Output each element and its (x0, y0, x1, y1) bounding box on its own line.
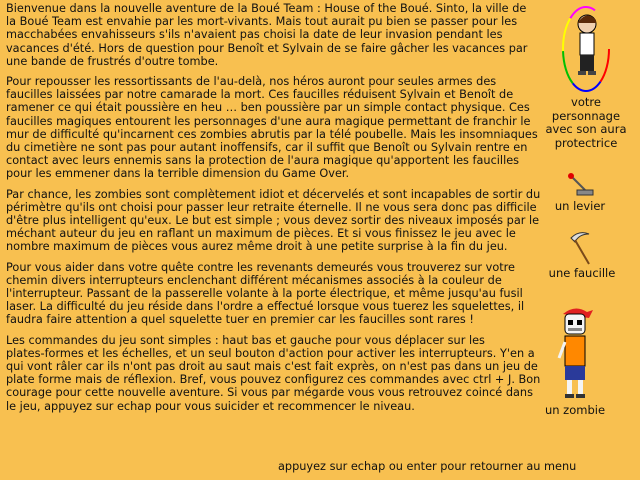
lever-icon (565, 172, 595, 198)
lever-label: un levier (554, 199, 606, 213)
text-line: périmètre qu'ils ont choisi pour passer leur retraite éternelle. Il ne vous sera donc pas difficile (6, 200, 537, 214)
paragraph-goal (6, 187, 541, 254)
text-line: contact avec leurs ennemis sans la protection de l'aura magique qu'apportent les faucilles (6, 154, 520, 168)
aura-label-line: personnage (551, 108, 621, 123)
aura-label-line: avec son aura (545, 122, 627, 136)
text-line: l'interrupteur. Passant de la passerelle volante à la porte électrique, et même jusqu'au fusil (6, 287, 523, 301)
legend-aura (540, 4, 632, 150)
aura-character-icon (560, 4, 612, 94)
text-line: courage pour cette nouvelle aventure. Si vous par mégarde vous vous retrouvez coincé dans (6, 386, 533, 400)
paragraph-weapons (6, 75, 538, 181)
text-line: Pour vous aider dans votre quête contre les revenants demeurés vous trouverez sur votre (6, 260, 516, 274)
text-line: faucilles magiques entourent les personnages d'une aura magique permettant de franchir le (6, 114, 531, 128)
text-line: ramener ce qui était poussière en heu … ben poussière par un simple contact physique. Ces (6, 101, 530, 115)
text-line: la Boué Team est envahie par les mort-vivants. Mais tout aurait pu bien se passer pour les (6, 15, 518, 29)
story-text (6, 2, 541, 420)
text-line: mur de difficulté qu'incarnent ces zombies abrutis par la télé poubelle. Mais les insomniaques (6, 127, 538, 141)
text-line: nombre maximum de pièces vous aurez même droit à une petite surprise à la fin du jeu. (6, 240, 508, 254)
legend-zombie (540, 306, 610, 418)
sickle-icon (567, 230, 597, 266)
text-line: plate forme mais de réflexion. Bref, vous pouvez configurez ces commandes avec ctrl + J. Bon (6, 373, 541, 387)
text-line: macchabées envahisseurs s'ils n'avaient pas choisi la date de leur invasion pendant les (6, 28, 503, 42)
return-to-menu-hint: appuyez sur echap ou enter pour retourner au menu (278, 460, 577, 473)
paragraph-intro (6, 2, 534, 68)
text-line: vacances d'été. Hors de question pour Benoît et Sylvain de se faire gâcher les vacances par (6, 41, 528, 55)
legend-sickle (540, 230, 624, 281)
text-line: Par chance, les zombies sont complètement idiot et décervelés et sont incapables de sortir du (6, 187, 541, 201)
text-line: le jeu, appuyez sur echap pour vous suicider et recommencer le niveau. (6, 399, 415, 413)
text-line: méchant auteur du jeu en raflant un maximum de pièces. Et si vous finissez le jeu avec le (6, 227, 516, 241)
zombie-icon (553, 306, 597, 402)
text-line: plates-formes et les échelles, et un seul bouton d'action pour activer les interrupteurs. Y'en a (6, 346, 535, 360)
sickle-label: une faucille (548, 266, 616, 280)
text-line: d'être plus intelligent qu'eux. Le but est simple ; vous devez sortir des niveaux imposés par le (6, 214, 540, 228)
text-line: laser. La difficulté du jeu réside dans l'ordre a effectué lorsque vous tuerez les squelettes, il (6, 300, 525, 314)
aura-label (540, 96, 632, 150)
zombie-label: un zombie (544, 403, 606, 417)
text-line: Les commandes du jeu sont simples : haut bas et gauche pour vous déplacer sur les (6, 333, 485, 347)
text-line: pour les emmener dans la terrible dimension du Game Over. (6, 167, 350, 181)
legend-lever (540, 172, 620, 214)
text-line: Bienvenue dans la nouvelle aventure de la Boué Team : House of the Boué. Sinto, la ville de (6, 2, 527, 15)
text-line: Pour repousser les ressortissants de l'au-delà, nos héros auront pour seules armes des (6, 75, 497, 89)
paragraph-switches (6, 261, 534, 327)
aura-label-line: protectrice (554, 135, 618, 150)
text-line: qui vont râler car ils n'ont pas droit au saut mais c'est fait exprès, on n'est pas dans un jeu de (6, 360, 538, 374)
text-line: faucilles laissées par notre camarade la mort. Ces faucilles réduisent Sylvain et Benoît de (6, 88, 514, 102)
aura-label-line: votre (571, 95, 601, 109)
text-line: faudra faire attention a quel squelette tuer en premier car les faucilles sont rares ! (6, 313, 474, 327)
text-line: chemin divers interrupteurs enclenchant différent mécanismes associés à la couleur de (6, 273, 502, 287)
text-line: une bande de frustrés d'outre tombe. (6, 54, 219, 68)
paragraph-controls (6, 333, 541, 413)
text-line: du cimetière ne sont pas pour autant inoffensifs, car il suffit que Benoît ou Sylvain rentre en (6, 141, 528, 155)
